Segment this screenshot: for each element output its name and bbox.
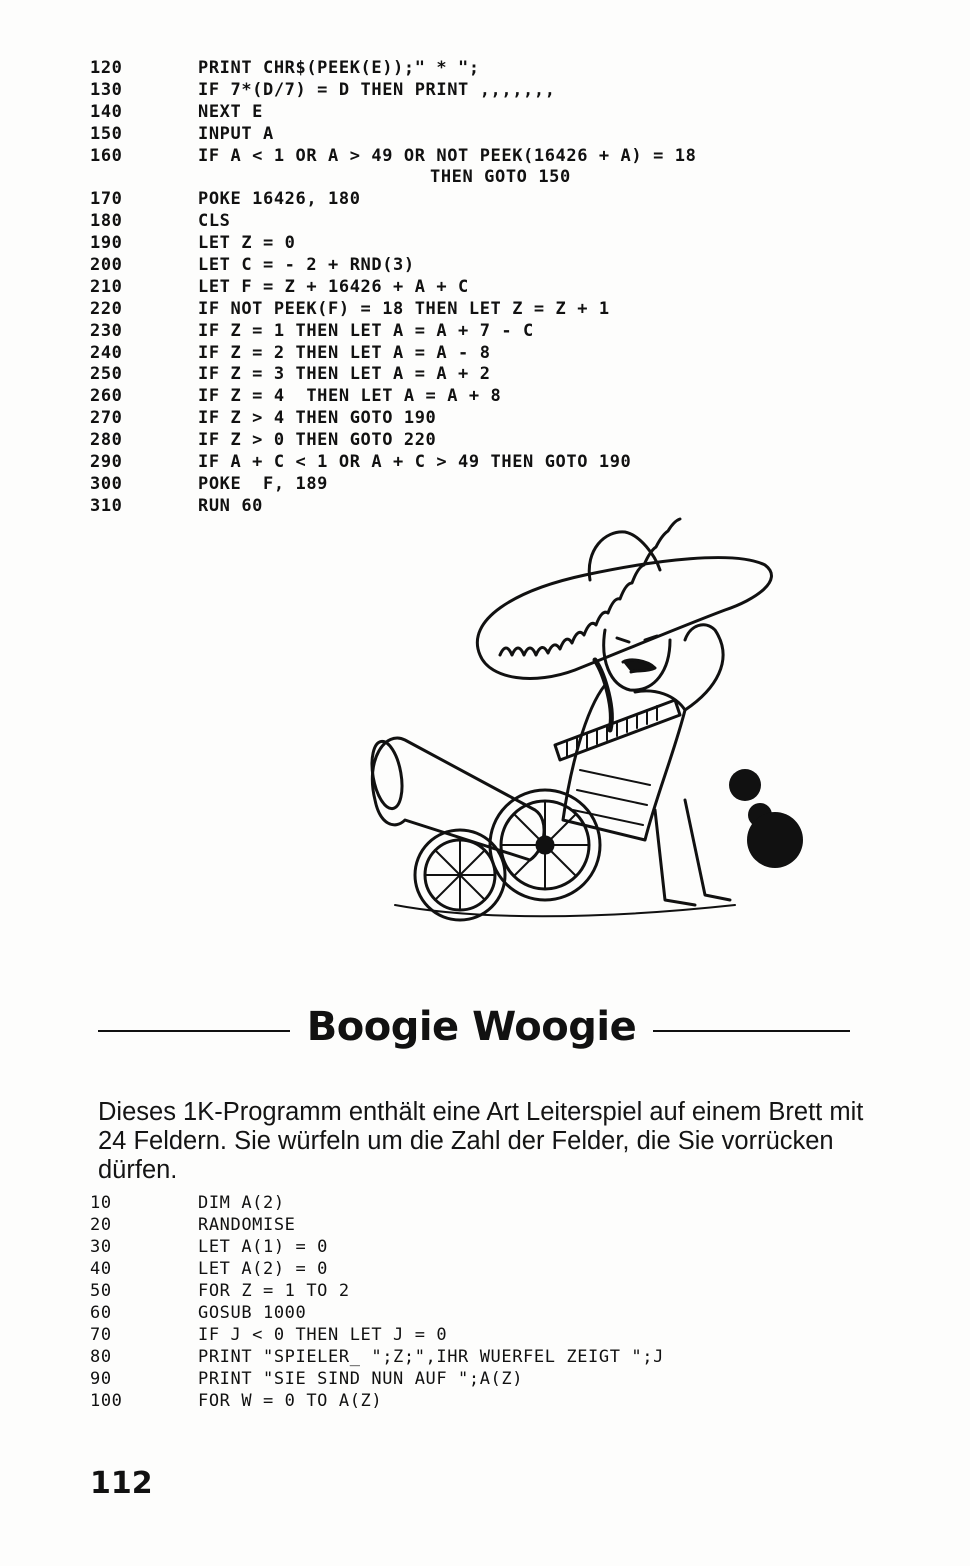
line-number [90,167,198,189]
code-line [90,1258,910,1280]
code-line [90,1324,910,1346]
statement: LET A(2) = 0 [198,1259,329,1279]
line-number: 150 [90,123,123,144]
line-number: 140 [90,101,123,122]
statement: IF Z > 0 THEN GOTO 220 [198,430,437,451]
line-number: 230 [90,320,123,341]
code-line-continuation [90,167,910,189]
line-number: 50 [90,1281,112,1301]
line-number: 310 [90,495,123,516]
line-number: 60 [90,1303,112,1323]
statement: IF NOT PEEK(F) = 18 THEN LET Z = Z + 1 [198,298,610,319]
statement: IF 7*(D/7) = D THEN PRINT ,,,,,,, [198,79,556,100]
line-number: 190 [90,233,123,254]
line-number: 260 [90,386,123,407]
code-line [90,80,910,102]
code-line [90,474,910,496]
code-line [90,408,910,430]
code-line [90,233,910,255]
code-line [90,1192,910,1214]
statement: FOR Z = 1 TO 2 [198,1281,350,1301]
statement: PRINT "SIE SIND NUN AUF ";A(Z) [198,1369,524,1389]
line-number: 80 [90,1347,112,1367]
code-line [90,102,910,124]
heading-rule [98,1030,290,1032]
code-line [90,299,910,321]
code-line [90,1280,910,1302]
line-number: 280 [90,430,123,451]
line-number: 30 [90,1237,112,1257]
code-line [90,1368,910,1390]
statement: IF Z = 2 THEN LET A = A - 8 [198,342,491,363]
code-line [90,146,910,168]
statement: FOR W = 0 TO A(Z) [198,1391,383,1411]
line-number: 40 [90,1259,112,1279]
code-line [90,1236,910,1258]
line-number: 300 [90,473,123,494]
statement: IF A < 1 OR A > 49 OR NOT PEEK(16426 + A) = 18 [198,145,697,166]
statement: RANDOMISE [198,1215,296,1235]
intro-paragraph: Dieses 1K-Programm enthält eine Art Leiterspiel auf einem Brett mit 24 Feldern. Sie würfeln um die Zahl der Felder, die Sie vorrücken dürfen. [98,1097,864,1184]
code-line [90,277,910,299]
statement: POKE 16426, 180 [198,189,361,210]
statement: NEXT E [198,101,264,122]
statement: INPUT A [198,123,274,144]
statement: THEN GOTO 150 [430,167,571,188]
line-number: 10 [90,1193,112,1213]
code-line [90,1302,910,1324]
statement: LET F = Z + 16426 + A + C [198,276,469,297]
statement: PRINT CHR$(PEEK(E));" * "; [198,58,480,78]
code-line [90,211,910,233]
line-number: 180 [90,211,123,232]
line-number: 290 [90,452,123,473]
statement: DIM A(2) [198,1193,285,1213]
code-line [90,321,910,343]
statement: IF Z = 4 THEN LET A = A + 8 [198,386,502,407]
statement: GOSUB 1000 [198,1303,307,1323]
line-number: 160 [90,145,123,166]
statement: IF A + C < 1 OR A + C > 49 THEN GOTO 190 [198,452,632,473]
code-line [90,386,910,408]
statement: IF Z > 4 THEN GOTO 190 [198,408,437,429]
statement: POKE F, 189 [198,473,329,494]
code-line [90,343,910,365]
line-number: 270 [90,408,123,429]
statement: RUN 60 [198,495,264,516]
line-number: 210 [90,276,123,297]
statement: LET Z = 0 [198,233,296,254]
code-listing-bottom [90,1192,910,1412]
line-number: 240 [90,342,123,363]
statement: LET A(1) = 0 [198,1237,329,1257]
line-number: 20 [90,1215,112,1235]
code-line [90,189,910,211]
code-line [90,1214,910,1236]
code-line [90,124,910,146]
line-number: 200 [90,255,123,276]
line-number: 70 [90,1325,112,1345]
line-number: 250 [90,364,123,385]
line-number: 220 [90,298,123,319]
line-number: 130 [90,79,123,100]
heading-rule [653,1030,850,1032]
statement: LET C = - 2 + RND(3) [198,255,415,276]
code-line [90,452,910,474]
statement: IF Z = 1 THEN LET A = A + 7 - C [198,320,534,341]
statement: IF Z = 3 THEN LET A = A + 2 [198,364,491,385]
statement: PRINT "SPIELER_ ";Z;",IHR WUERFEL ZEIGT ";J [198,1347,664,1367]
code-line [90,58,910,80]
section-heading [98,1000,850,1060]
code-line [90,1390,910,1412]
statement: CLS [198,211,231,232]
code-line [90,430,910,452]
code-listing-top [90,58,910,518]
cannon-sombrero-illustration [355,510,815,930]
statement: IF J < 0 THEN LET J = 0 [198,1325,448,1345]
code-line [90,1346,910,1368]
code-line [90,255,910,277]
heading-title: Boogie Woogie [306,1004,637,1050]
line-number: 90 [90,1369,112,1389]
page-number: 112 [90,1466,153,1501]
code-line [90,364,910,386]
line-number: 120 [90,58,123,78]
line-number: 100 [90,1391,123,1411]
line-number: 170 [90,189,123,210]
